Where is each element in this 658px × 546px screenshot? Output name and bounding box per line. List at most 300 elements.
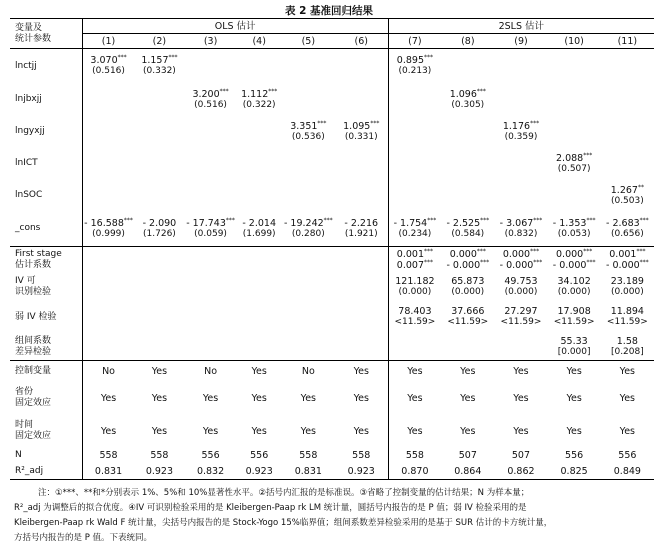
table-cell bbox=[282, 180, 335, 212]
column-header: (6) bbox=[335, 34, 388, 49]
table-cell bbox=[282, 84, 335, 116]
cell-value: 558 bbox=[150, 450, 169, 461]
cell-value: 556 bbox=[250, 450, 269, 461]
standard-error: (0.999) bbox=[92, 228, 125, 239]
column-header: (8) bbox=[441, 34, 494, 49]
table-cell bbox=[82, 116, 134, 148]
table-cell bbox=[237, 148, 282, 180]
table-cell bbox=[548, 116, 601, 148]
table-cell bbox=[441, 415, 494, 448]
cell-value: 3.070 bbox=[90, 55, 118, 67]
standard-error: (0.359) bbox=[504, 131, 538, 142]
cell-value: Yes bbox=[513, 425, 529, 437]
table-cell bbox=[388, 116, 441, 148]
table-cell bbox=[548, 334, 601, 361]
table-cell bbox=[184, 464, 236, 480]
cell-value: 34.102 bbox=[557, 276, 591, 287]
column-header: (5) bbox=[282, 34, 335, 49]
significance-stars: *** bbox=[370, 119, 380, 127]
row-label-text: lnICT bbox=[15, 158, 38, 168]
row-label bbox=[10, 361, 82, 382]
cell-value: No bbox=[204, 365, 218, 377]
standard-error: <11.59> bbox=[553, 317, 595, 327]
standard-error: (0.832) bbox=[504, 228, 538, 239]
table-cell bbox=[82, 274, 134, 301]
note-line: 注：①***、**和*分别表示 1%、5%和 10%显著性水平。②括号内汇报的是标准误。③省略了控制变量的估计结果；N 为样本量； bbox=[38, 488, 530, 498]
cell-value: - 2.216 bbox=[344, 217, 379, 229]
cell-value: 0.923 bbox=[145, 465, 174, 477]
table-cell bbox=[335, 49, 388, 84]
table-cell bbox=[82, 180, 134, 212]
cell-value: Yes bbox=[100, 425, 117, 437]
table-cell bbox=[441, 361, 494, 382]
table-cell bbox=[134, 464, 184, 480]
row-label-text: N bbox=[15, 450, 22, 460]
table-cell bbox=[441, 382, 494, 415]
note-line: Kleibergen-Paap rk Wald F 统计量，尖括号内报告的是 Stock-Yogo 15%临界值；组间系数差异检验采用的是基于 SUR 估计的卡方统计量， bbox=[14, 518, 553, 528]
cell-value: - 1.754 bbox=[393, 217, 428, 229]
table-cell bbox=[237, 334, 282, 361]
cell-value: Yes bbox=[300, 425, 316, 437]
table-cell bbox=[388, 274, 441, 301]
table-cell bbox=[282, 116, 335, 148]
table-cell bbox=[134, 180, 184, 212]
table-cell bbox=[494, 148, 547, 180]
table-cell bbox=[134, 212, 184, 247]
table-cell bbox=[282, 334, 335, 361]
column-header: (10) bbox=[548, 34, 601, 49]
cell-value: 1.267 bbox=[610, 184, 638, 196]
table-cell bbox=[134, 448, 184, 464]
cell-value: - 0.000 bbox=[606, 260, 640, 272]
table-cell bbox=[388, 148, 441, 180]
table-cell bbox=[184, 148, 236, 180]
cell-value: - 3.067 bbox=[499, 217, 534, 229]
cell-value: Yes bbox=[513, 392, 529, 404]
table-cell bbox=[548, 212, 601, 247]
table-cell bbox=[548, 247, 601, 274]
cell-value: - 19.242 bbox=[283, 217, 324, 229]
cell-value: Yes bbox=[566, 392, 582, 404]
standard-error: <11.59> bbox=[500, 317, 542, 327]
table-cell bbox=[494, 212, 547, 247]
significance-stars: *** bbox=[424, 248, 433, 256]
significance-stars: *** bbox=[476, 248, 486, 256]
cell-value: - 0.000 bbox=[552, 260, 587, 272]
table-cell bbox=[282, 448, 335, 464]
note-line: R²_adj 为调整后的拟合优度。④IV 可识别检验采用的是 Kleibergen-Paap rk LM 统计量，圆括号内报告的是 P 值；弱 IV 检验采用的是 bbox=[14, 503, 527, 513]
significance-stars: *** bbox=[427, 216, 437, 224]
table-cell bbox=[282, 415, 335, 448]
row-label-text: lnjbxjj bbox=[15, 94, 42, 104]
table-row bbox=[10, 148, 654, 180]
table-cell bbox=[237, 247, 282, 274]
row-label-text: lnctjj bbox=[15, 60, 37, 71]
table-cell bbox=[82, 212, 134, 247]
table-cell bbox=[184, 448, 236, 464]
cell-value: Yes bbox=[300, 392, 316, 404]
cell-value: 0.923 bbox=[347, 465, 375, 477]
significance-stars: *** bbox=[530, 119, 540, 127]
row-label bbox=[10, 180, 82, 212]
significance-stars: ** bbox=[637, 183, 644, 191]
table-cell bbox=[601, 49, 654, 84]
table-cell bbox=[548, 464, 601, 480]
cell-value: 65.873 bbox=[451, 276, 485, 287]
table-cell bbox=[335, 84, 388, 116]
table-cell bbox=[184, 84, 236, 116]
table-cell bbox=[601, 334, 654, 361]
cell-value: 0.870 bbox=[401, 465, 429, 477]
significance-stars: *** bbox=[480, 259, 490, 267]
cell-value: 0.831 bbox=[294, 465, 322, 477]
cell-value: Yes bbox=[353, 365, 369, 377]
cell-value: 121.182 bbox=[395, 276, 435, 287]
table-cell bbox=[441, 116, 494, 148]
standard-error: (0.503) bbox=[610, 195, 644, 206]
table-cell bbox=[548, 415, 601, 448]
row-label bbox=[10, 247, 82, 274]
cell-value: 558 bbox=[352, 450, 371, 461]
significance-stars: *** bbox=[586, 216, 596, 224]
cell-value: 17.908 bbox=[557, 306, 591, 317]
cell-value: Yes bbox=[619, 365, 636, 377]
table-cell bbox=[335, 382, 388, 415]
table-cell bbox=[134, 274, 184, 301]
standard-error: (0.331) bbox=[344, 131, 378, 142]
table-cell bbox=[601, 415, 654, 448]
row-label-text: 估计系数 bbox=[15, 260, 52, 271]
note-line: 方括号内报告的是 P 值。下表统同。 bbox=[14, 533, 153, 543]
column-header: (11) bbox=[601, 34, 654, 49]
cell-value: Yes bbox=[251, 365, 267, 377]
table-cell bbox=[388, 464, 441, 480]
significance-stars: *** bbox=[530, 248, 540, 256]
table-cell bbox=[441, 212, 494, 247]
table-row bbox=[10, 415, 654, 448]
cell-value: Yes bbox=[407, 425, 423, 437]
table-cell bbox=[184, 180, 236, 212]
table-cell bbox=[601, 148, 654, 180]
table-cell bbox=[388, 382, 441, 415]
table-cell bbox=[282, 301, 335, 334]
standard-error: <11.59> bbox=[394, 317, 436, 327]
cell-value: 0.000 bbox=[449, 249, 477, 261]
row-label bbox=[10, 301, 82, 334]
table-cell bbox=[237, 180, 282, 212]
table-cell bbox=[237, 116, 282, 148]
table-cell bbox=[335, 180, 388, 212]
standard-error: (0.305) bbox=[451, 99, 485, 110]
table-cell bbox=[282, 382, 335, 415]
cell-value: 1.58 bbox=[616, 335, 638, 347]
standard-error: (0.322) bbox=[242, 99, 276, 110]
cell-value: 558 bbox=[99, 450, 118, 461]
standard-error: (0.516) bbox=[92, 66, 125, 77]
table-cell bbox=[134, 415, 184, 448]
table-cell bbox=[82, 464, 134, 480]
cell-value: - 2.014 bbox=[242, 217, 277, 229]
row-label bbox=[10, 212, 82, 247]
cell-value: - 0.000 bbox=[446, 260, 481, 272]
cell-value: 11.894 bbox=[610, 306, 644, 317]
row-label bbox=[10, 274, 82, 301]
table-cell bbox=[548, 148, 601, 180]
cell-value: Yes bbox=[460, 365, 476, 377]
cell-value: 0.849 bbox=[613, 465, 641, 477]
table-cell bbox=[441, 464, 494, 480]
column-header: (3) bbox=[184, 34, 236, 49]
table-cell bbox=[237, 84, 282, 116]
table-cell bbox=[335, 116, 388, 148]
table-cell bbox=[494, 334, 547, 361]
cell-value: 507 bbox=[458, 450, 477, 461]
table-row bbox=[10, 49, 654, 84]
table-cell bbox=[494, 180, 547, 212]
cell-value: Yes bbox=[353, 425, 369, 437]
cell-value: Yes bbox=[100, 392, 117, 404]
table-cell bbox=[282, 274, 335, 301]
row-label-text: lnSOC bbox=[15, 190, 43, 200]
cell-value: Yes bbox=[251, 425, 267, 437]
table-cell bbox=[335, 212, 388, 247]
cell-value: 507 bbox=[511, 450, 531, 461]
table-row bbox=[10, 361, 654, 382]
table-cell bbox=[82, 382, 134, 415]
table-cell bbox=[184, 274, 236, 301]
standard-error: (0.000) bbox=[504, 287, 538, 297]
row-label bbox=[10, 148, 82, 180]
table-cell bbox=[494, 274, 547, 301]
table-cell bbox=[134, 49, 184, 84]
table-cell bbox=[548, 180, 601, 212]
table-cell bbox=[82, 448, 134, 464]
cell-value: 0.895 bbox=[396, 55, 424, 67]
table-cell bbox=[548, 301, 601, 334]
significance-stars: *** bbox=[583, 151, 593, 159]
row-label-text: 识别检验 bbox=[15, 287, 52, 297]
significance-stars: *** bbox=[424, 259, 433, 267]
table-cell bbox=[237, 49, 282, 84]
significance-stars: *** bbox=[476, 87, 486, 95]
table-cell bbox=[388, 84, 441, 116]
cell-value: 0.825 bbox=[560, 465, 588, 477]
column-header: (7) bbox=[388, 34, 441, 49]
cell-value: 1.112 bbox=[241, 88, 269, 100]
table-cell bbox=[441, 84, 494, 116]
cell-value: 1.176 bbox=[502, 120, 531, 132]
row-label-text: 固定效应 bbox=[15, 431, 52, 441]
table-cell bbox=[388, 49, 441, 84]
table-cell bbox=[601, 84, 654, 116]
table-cell bbox=[548, 49, 601, 84]
standard-error: (0.234) bbox=[398, 228, 432, 239]
table-cell bbox=[237, 274, 282, 301]
cell-value: Yes bbox=[513, 365, 529, 377]
table-cell bbox=[335, 464, 388, 480]
cell-value: 0.007 bbox=[396, 260, 424, 272]
significance-stars: *** bbox=[639, 259, 649, 267]
column-header: (4) bbox=[237, 34, 282, 49]
cell-value: 1.157 bbox=[141, 55, 169, 67]
table-row bbox=[10, 274, 654, 301]
standard-error: (0.584) bbox=[451, 228, 485, 239]
table-row bbox=[10, 334, 654, 361]
table-cell bbox=[184, 415, 236, 448]
table-cell bbox=[601, 116, 654, 148]
cell-value: No bbox=[102, 365, 115, 377]
table-cell bbox=[82, 247, 134, 274]
table-cell bbox=[184, 361, 236, 382]
table-cell bbox=[548, 274, 601, 301]
table-cell bbox=[82, 49, 134, 84]
table-cell bbox=[441, 274, 494, 301]
row-label-text: 弱 IV 检验 bbox=[15, 311, 57, 322]
cell-value: 49.753 bbox=[504, 276, 538, 287]
standard-error: (0.000) bbox=[451, 287, 485, 297]
table-row bbox=[10, 301, 654, 334]
table-cell bbox=[134, 148, 184, 180]
significance-stars: *** bbox=[225, 216, 235, 224]
table-cell bbox=[184, 301, 236, 334]
standard-error: (0.332) bbox=[143, 66, 176, 77]
significance-stars: *** bbox=[639, 216, 649, 224]
table-cell bbox=[335, 334, 388, 361]
table-cell bbox=[134, 334, 184, 361]
cell-value: 3.351 bbox=[290, 120, 318, 132]
table-cell bbox=[441, 301, 494, 334]
header-variable-label: 变量及 统计参数 bbox=[10, 19, 82, 49]
cell-value: No bbox=[301, 365, 315, 377]
table-cell bbox=[494, 415, 547, 448]
standard-error: (0.536) bbox=[291, 131, 325, 142]
column-header: (9) bbox=[494, 34, 547, 49]
table-cell bbox=[335, 274, 388, 301]
table-cell bbox=[441, 180, 494, 212]
table-cell bbox=[388, 180, 441, 212]
table-cell bbox=[441, 148, 494, 180]
significance-stars: *** bbox=[636, 248, 646, 256]
significance-stars: *** bbox=[168, 54, 178, 62]
significance-stars: *** bbox=[219, 87, 229, 95]
table-cell bbox=[494, 116, 547, 148]
standard-error: (1.726) bbox=[143, 228, 176, 239]
cell-value: - 2.683 bbox=[606, 217, 640, 229]
significance-stars: *** bbox=[323, 216, 333, 224]
cell-value: Yes bbox=[619, 425, 636, 437]
cell-value: 0.862 bbox=[507, 465, 535, 477]
cell-value: 27.297 bbox=[504, 306, 538, 317]
cell-value: 558 bbox=[405, 450, 424, 461]
cell-value: 2.088 bbox=[556, 152, 584, 164]
table-row bbox=[10, 464, 654, 480]
cell-value: 23.189 bbox=[610, 276, 644, 287]
table-cell bbox=[388, 415, 441, 448]
cell-value: 1.096 bbox=[449, 88, 477, 100]
table-cell bbox=[82, 301, 134, 334]
table-row bbox=[10, 116, 654, 148]
significance-stars: *** bbox=[424, 54, 433, 62]
table-cell bbox=[134, 382, 184, 415]
table-cell bbox=[548, 84, 601, 116]
row-label-text: 控制变量 bbox=[15, 365, 52, 376]
cell-value: Yes bbox=[619, 392, 636, 404]
significance-stars: *** bbox=[268, 87, 278, 95]
table-cell bbox=[494, 301, 547, 334]
table-title: 表 2 基准回归结果 bbox=[284, 5, 374, 17]
cell-value: 0.000 bbox=[502, 249, 531, 261]
cell-value: - 17.743 bbox=[186, 217, 226, 229]
cell-value: 0.864 bbox=[454, 465, 482, 477]
cell-value: Yes bbox=[353, 392, 369, 404]
cell-value: 3.200 bbox=[192, 88, 220, 100]
tsls-group-header: 2SLS 估计 bbox=[388, 19, 654, 34]
table-cell bbox=[82, 84, 134, 116]
cell-value: - 1.353 bbox=[552, 217, 587, 229]
standard-error: (0.000) bbox=[398, 287, 432, 297]
cell-value: 558 bbox=[299, 450, 318, 461]
column-header: (1) bbox=[82, 34, 134, 49]
table-cell bbox=[82, 361, 134, 382]
row-label bbox=[10, 382, 82, 415]
standard-error: (0.000) bbox=[610, 287, 644, 297]
cell-value: 556 bbox=[201, 450, 220, 461]
row-label-text: 组间系数 bbox=[15, 335, 52, 346]
standard-error: (1.699) bbox=[242, 228, 276, 239]
table-cell bbox=[237, 212, 282, 247]
standard-error: (0.656) bbox=[610, 228, 644, 239]
table-cell bbox=[494, 382, 547, 415]
table-cell bbox=[282, 148, 335, 180]
row-label bbox=[10, 464, 82, 480]
row-label bbox=[10, 448, 82, 464]
standard-error: <11.59> bbox=[447, 317, 489, 327]
standard-error: (0.280) bbox=[291, 228, 325, 239]
row-label-text: R²_adj bbox=[15, 465, 44, 476]
cell-value: - 2.090 bbox=[142, 217, 177, 229]
table-cell bbox=[548, 382, 601, 415]
cell-value: 1.095 bbox=[343, 120, 371, 132]
standard-error: (0.507) bbox=[557, 163, 591, 174]
table-cell bbox=[134, 116, 184, 148]
table-cell bbox=[82, 148, 134, 180]
table-cell bbox=[388, 448, 441, 464]
table-cell bbox=[441, 49, 494, 84]
cell-value: 0.832 bbox=[196, 465, 225, 477]
standard-error: (1.921) bbox=[344, 228, 378, 239]
table-cell bbox=[388, 334, 441, 361]
table-cell bbox=[601, 382, 654, 415]
cell-value: - 16.588 bbox=[84, 217, 124, 229]
cell-value: 37.666 bbox=[451, 306, 485, 317]
row-label bbox=[10, 415, 82, 448]
table-cell bbox=[335, 247, 388, 274]
standard-error: (0.000) bbox=[557, 287, 591, 297]
standard-error: (0.053) bbox=[557, 228, 591, 239]
table-cell bbox=[494, 361, 547, 382]
table-cell bbox=[494, 247, 547, 274]
table-cell bbox=[388, 301, 441, 334]
cell-value: - 0.000 bbox=[499, 260, 534, 272]
table-cell bbox=[548, 361, 601, 382]
row-label-text: First stage bbox=[15, 249, 62, 260]
table-cell bbox=[335, 148, 388, 180]
table-cell bbox=[237, 448, 282, 464]
table-cell bbox=[335, 448, 388, 464]
cell-value: Yes bbox=[407, 392, 423, 404]
cell-value: Yes bbox=[460, 392, 476, 404]
significance-stars: *** bbox=[586, 259, 596, 267]
